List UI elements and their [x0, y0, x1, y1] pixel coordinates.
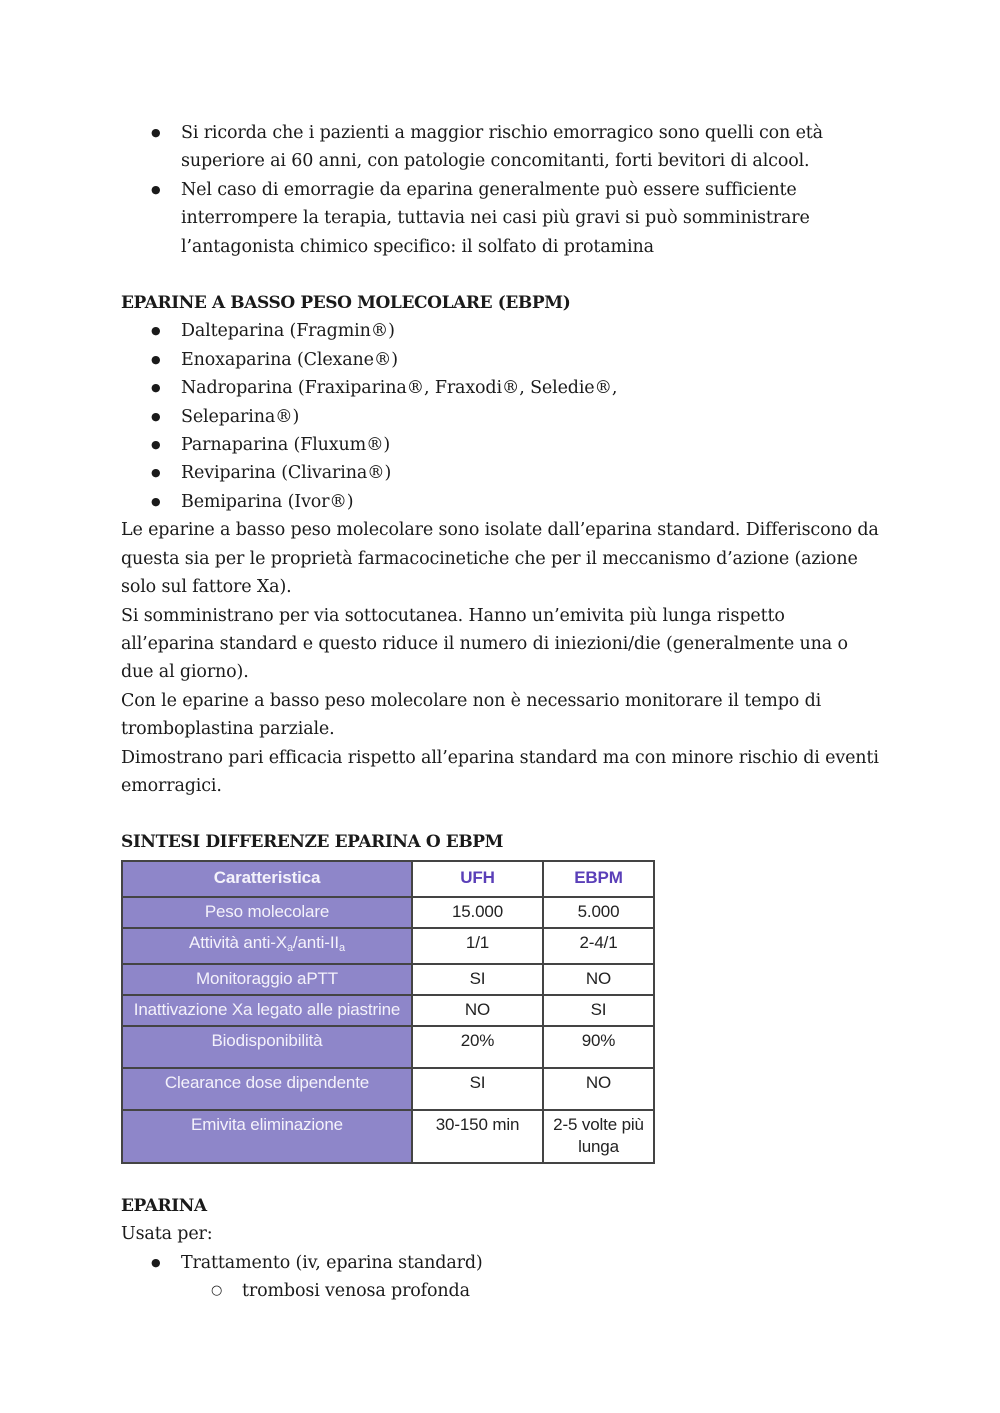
paragraph: Con le eparine a basso peso molecolare non è necessario monitorare il tempo di tromboplastina parziale. — [121, 690, 822, 740]
spacer — [121, 1164, 881, 1192]
column-header-feature: Caratteristica — [122, 861, 412, 897]
feature-cell: Peso molecolare — [122, 897, 412, 928]
sub-list-item: ○ trombosi venosa profonda — [121, 1277, 881, 1305]
ebpm-cell: 90% — [543, 1026, 654, 1068]
column-header-ufh: UFH — [412, 861, 543, 897]
list-item: ● Parnaparina (Fluxum®) — [121, 431, 881, 459]
table-row — [122, 1068, 654, 1110]
ebpm-cell: SI — [543, 995, 654, 1026]
document-content — [121, 119, 881, 1305]
ebpm-cell: NO — [543, 964, 654, 995]
ufh-cell: 20% — [412, 1026, 543, 1068]
table-row — [122, 964, 654, 995]
feature-cell: Inattivazione Xa legato alle piastrine — [122, 995, 412, 1026]
paragraph: Le eparine a basso peso molecolare sono isolate dall’eparina standard. Differiscono da questa sia per le proprietà farmacocinetiche che per il meccanismo d’azione (azione solo sul fattore Xa). — [121, 520, 879, 598]
list-item: ● Nel caso di emorragie da eparina generalmente può essere sufficiente interrompere la terapia, tuttavia nei casi più gravi si può somministrare l’antagonista chimico specifico: il solfato di protamina — [121, 176, 881, 261]
list-item: ● Reviparina (Clivarina®) — [121, 459, 881, 487]
list-item: ● Seleparina®) — [121, 403, 881, 431]
ebpm-cell: 2-4/1 — [543, 928, 654, 964]
list-item: ● Nadroparina (Fraxiparina®, Fraxodi®, Seledie®, — [121, 374, 881, 402]
ebpm-drug-list — [121, 317, 881, 516]
table-row — [122, 1026, 654, 1068]
feature-cell: Emivita eliminazione — [122, 1110, 412, 1163]
ebpm-cell: 2-5 volte più lunga — [543, 1110, 654, 1163]
paragraph: Dimostrano pari efficacia rispetto all’eparina standard ma con minore rischio di eventi emorragici. — [121, 747, 879, 796]
list-item: ● Enoxaparina (Clexane®) — [121, 346, 881, 374]
ebpm-cell: NO — [543, 1068, 654, 1110]
feature-cell: Monitoraggio aPTT — [122, 964, 412, 995]
ufh-cell: 1/1 — [412, 928, 543, 964]
feature-cell: Biodisponibilità — [122, 1026, 412, 1068]
feature-cell: Clearance dose dipendente — [122, 1068, 412, 1110]
list-item: ● Si ricorda che i pazienti a maggior rischio emorragico sono quelli con età superiore ai 60 anni, con patologie concomitanti, forti bevitori di alcool. — [121, 119, 881, 176]
comparison-table — [121, 860, 655, 1164]
subscript: a — [286, 941, 293, 954]
table-row — [122, 995, 654, 1026]
section-heading-ebpm: EPARINE A BASSO PESO MOLECOLARE (EBPM) — [121, 293, 571, 314]
section-heading-summary: SINTESI DIFFERENZE EPARINA O EBPM — [121, 832, 504, 853]
column-header-ebpm: EBPM — [543, 861, 654, 897]
table-row — [122, 897, 654, 928]
ufh-cell: SI — [412, 964, 543, 995]
comparison-table-wrap — [121, 860, 881, 1164]
paragraph: Si somministrano per via sottocutanea. Hanno un’emivita più lunga rispetto all’eparina standard e questo riduce il numero di iniezioni/die (generalmente una o due al giorno). — [121, 605, 848, 683]
feature-text: Attività anti-X — [189, 932, 287, 952]
table-header-row — [122, 861, 654, 897]
list-item: ● Bemiparina (Ivor®) — [121, 488, 881, 516]
eparina-use-list — [121, 1249, 881, 1306]
bullet-list-top — [121, 119, 881, 261]
paragraph: Usata per: — [121, 1224, 213, 1245]
list-item: ● Trattamento (iv, eparina standard) — [121, 1249, 881, 1277]
spacer — [121, 800, 881, 828]
list-item: ● Dalteparina (Fragmin®) — [121, 317, 881, 345]
table-row — [122, 928, 654, 964]
spacer — [121, 261, 881, 289]
ufh-cell: NO — [412, 995, 543, 1026]
feature-text: /anti-II — [292, 932, 339, 952]
table-row — [122, 1110, 654, 1163]
ebpm-cell: 5.000 — [543, 897, 654, 928]
ufh-cell: 15.000 — [412, 897, 543, 928]
ufh-cell: SI — [412, 1068, 543, 1110]
subscript: a — [338, 941, 345, 954]
section-heading-eparina: EPARINA — [121, 1195, 207, 1216]
feature-cell — [122, 928, 412, 964]
ufh-cell: 30-150 min — [412, 1110, 543, 1163]
